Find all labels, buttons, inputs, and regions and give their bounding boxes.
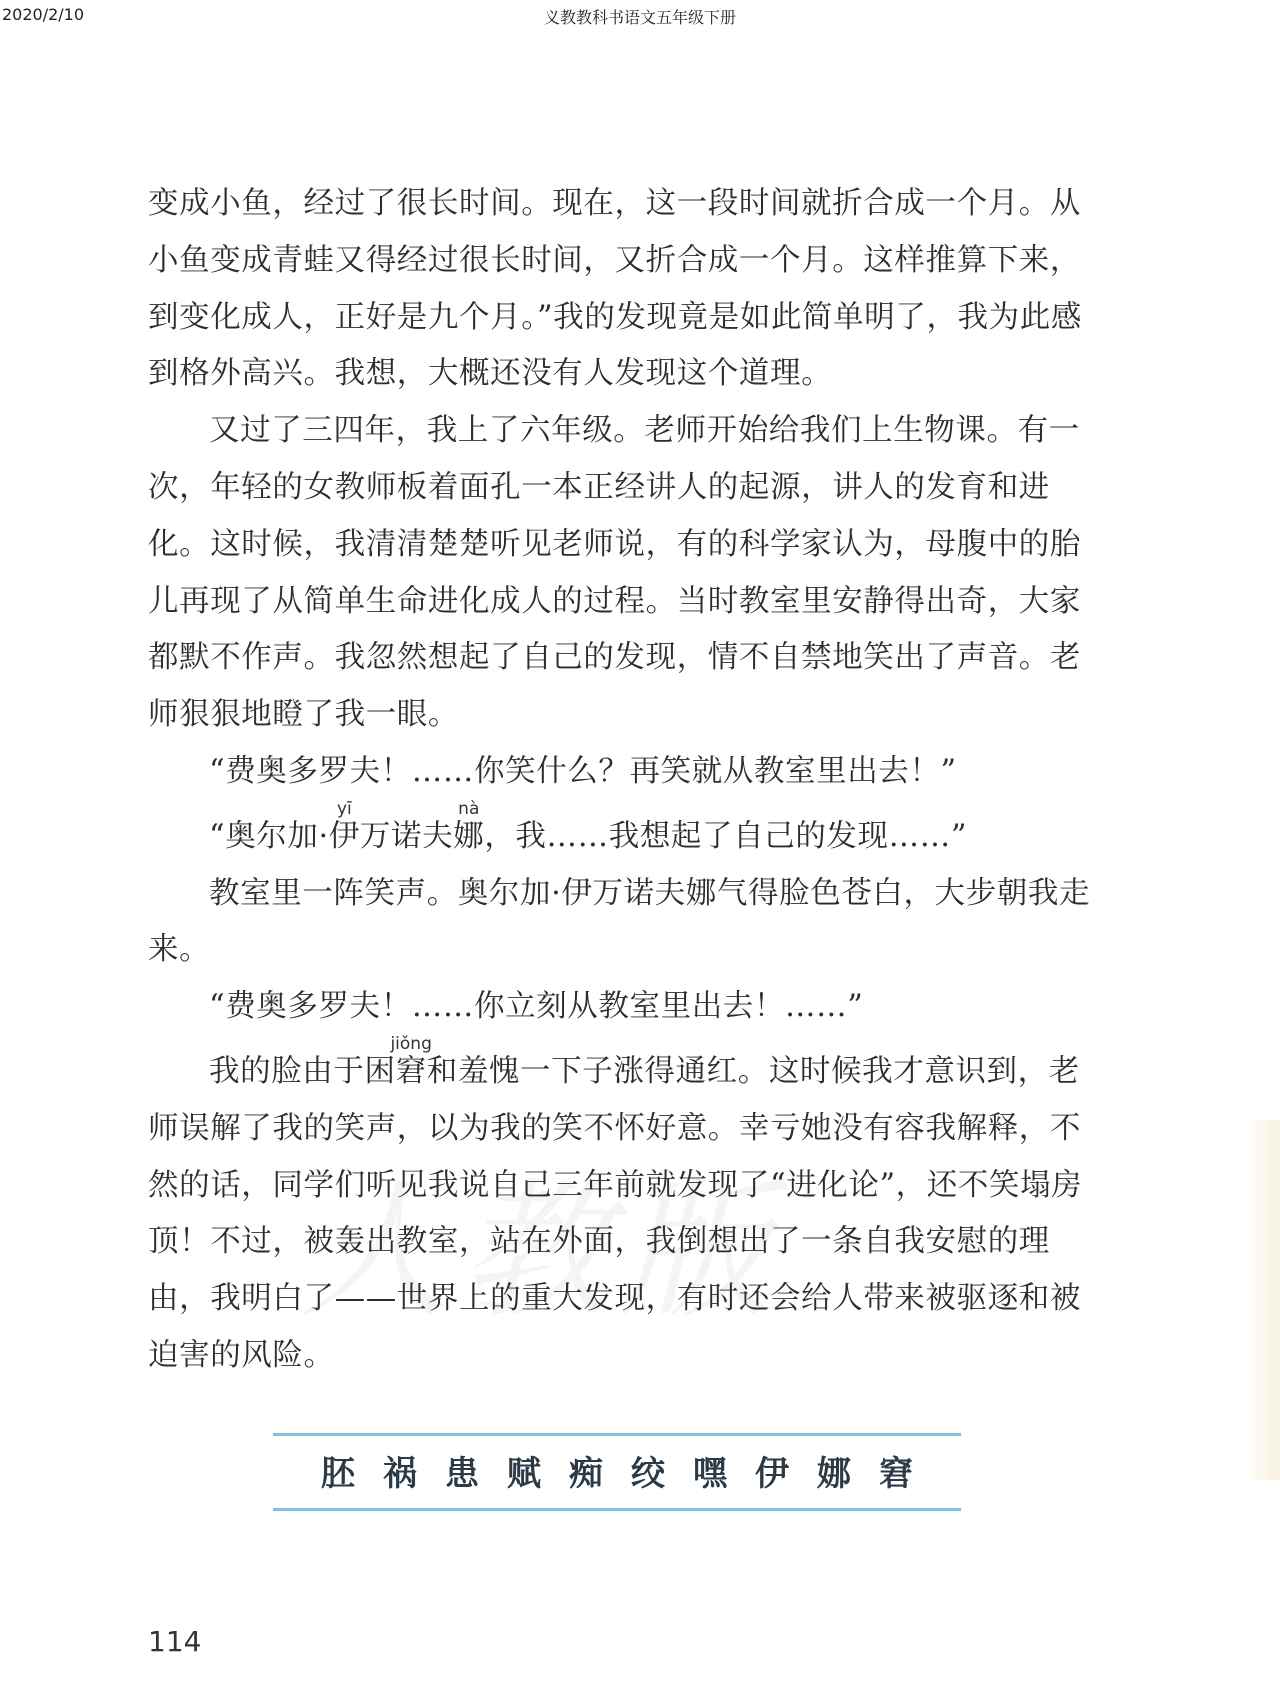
document-title: 义教教科书语文五年级下册 [543,8,736,27]
pinyin-jiong: 窘jiǒng [390,1033,432,1089]
vocab-char: 胚 [321,1454,355,1494]
dialogue-2-before: “奥尔加· [209,818,329,854]
dialogue-2-middle: 万诺夫 [359,818,454,854]
paragraph-7 [148,1033,1098,1385]
vocab-char: 赋 [507,1454,541,1494]
paragraph-2: 又过了三四年，我上了六年级。老师开始给我们上生物课。有一次，年轻的女教师板着面孔一本正经讲人的起源，讲人的发育和进化。这时候，我清清楚楚听见老师说，有的科学家认为，母腹中的胎儿再现了从简单生命进化成人的过程。当时教室里安静得出奇，大家都默不作声。我忽然想起了自己的发现，情不自禁地笑出了声音。老师狠狠地瞪了我一眼。 [148,413,1081,733]
vocab-char: 痴 [569,1454,603,1494]
pinyin-na: 娜nà [453,798,485,854]
paragraph-5: 教室里一阵笑声。奥尔加·伊万诺夫娜气得脸色苍白，大步朝我走来。 [148,875,1091,968]
article-body [148,176,1098,1385]
paragraph-7-after: 和羞愧一下子涨得通红。这时候我才意识到，老师误解了我的笑声，以为我的笑不怀好意。幸亏她没有容我解释，不然的话，同学们听见我说自己三年前就发现了“进化论”，还不笑塌房顶！不过，被轰出教室，站在外面，我倒想出了一条自我安慰的理由，我明白了——世界上的重大发现，有时还会给人带来被驱逐和被迫害的风险。 [148,1053,1083,1373]
pinyin-yi: 伊yī [328,798,360,854]
new-characters-box [273,1433,961,1511]
dialogue-3: “费奥多罗夫！……你立刻从教室里出去！……” [209,989,864,1025]
vocab-char: 窘 [879,1454,913,1494]
vocab-char: 嘿 [693,1454,727,1494]
vocab-char: 娜 [817,1454,851,1494]
dialogue-1: “费奥多罗夫！……你笑什么？再笑就从教室里出去！” [209,753,957,789]
dialogue-2 [148,798,1098,866]
paragraph-1: 变成小鱼，经过了很长时间。现在，这一段时间就折合成一个月。从小鱼变成青蛙又得经过很长时间，又折合成一个月。这样推算下来，到变化成人，正好是九个月。”我的发现竟是如此简单明了，我为此感到格外高兴。我想，大概还没有人发现这个道理。 [148,186,1082,392]
paragraph-7-before: 我的脸由于困 [209,1053,396,1089]
page-number: 114 [148,1625,202,1658]
page-edge-shadow [1244,1120,1280,1480]
print-date: 2020/2/10 [2,5,85,24]
vocab-char: 祸 [383,1454,417,1494]
vocab-char: 绞 [631,1454,665,1494]
new-characters-row [273,1446,961,1495]
vocab-char: 伊 [755,1454,789,1494]
dialogue-2-after: ，我……我想起了自己的发现……” [484,818,968,854]
print-header [0,0,1280,30]
vocab-char: 患 [445,1454,479,1494]
